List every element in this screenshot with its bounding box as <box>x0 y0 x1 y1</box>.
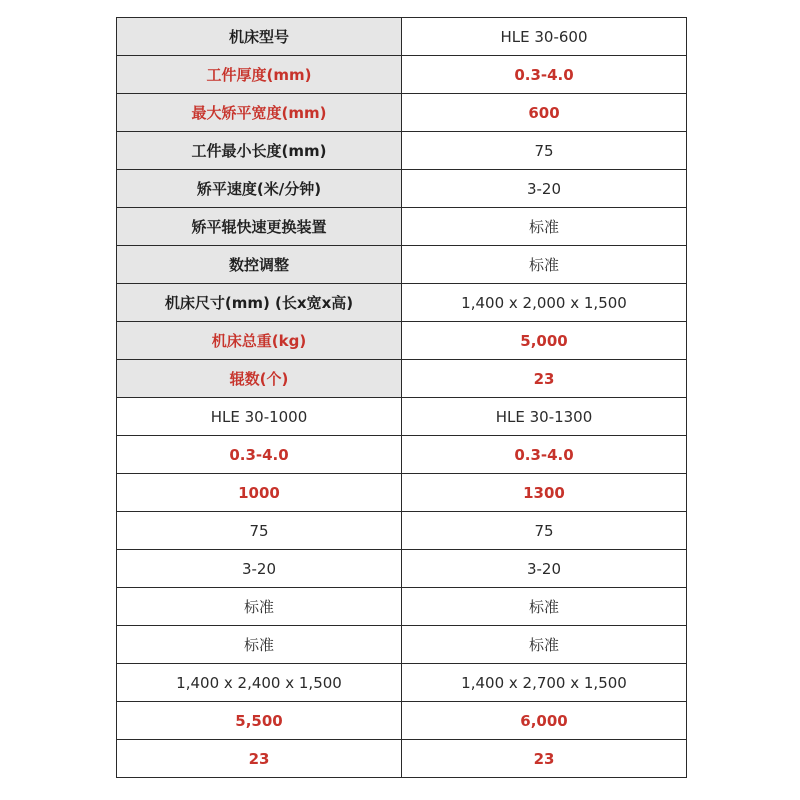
table-row <box>117 170 687 208</box>
spec-table <box>116 17 687 778</box>
spec-value: 标准 <box>402 626 687 664</box>
table-row <box>117 702 687 740</box>
table-row <box>117 360 687 398</box>
spec-value: HLE 30-1000 <box>117 398 402 436</box>
spec-label: 工件最小长度(mm) <box>117 132 402 170</box>
spec-value: 标准 <box>117 588 402 626</box>
table-row <box>117 94 687 132</box>
spec-label: 机床型号 <box>117 18 402 56</box>
table-row <box>117 474 687 512</box>
spec-label: 数控调整 <box>117 246 402 284</box>
spec-value: 23 <box>402 360 687 398</box>
spec-value: 75 <box>402 132 687 170</box>
table-row <box>117 588 687 626</box>
table-row <box>117 664 687 702</box>
table-row <box>117 398 687 436</box>
table-row <box>117 740 687 778</box>
spec-label: 机床总重(kg) <box>117 322 402 360</box>
spec-value: 5,000 <box>402 322 687 360</box>
spec-value: 标准 <box>402 246 687 284</box>
spec-value: 75 <box>402 512 687 550</box>
table-row <box>117 512 687 550</box>
spec-value: 标准 <box>402 208 687 246</box>
table-row <box>117 284 687 322</box>
spec-label: 辊数(个) <box>117 360 402 398</box>
spec-value: 1300 <box>402 474 687 512</box>
spec-value: 标准 <box>402 588 687 626</box>
table-row <box>117 246 687 284</box>
table-row <box>117 18 687 56</box>
spec-value: 标准 <box>117 626 402 664</box>
spec-label: 矫平辊快速更换装置 <box>117 208 402 246</box>
spec-value: 3-20 <box>117 550 402 588</box>
spec-value: 75 <box>117 512 402 550</box>
spec-value: 1000 <box>117 474 402 512</box>
spec-value: 1,400 x 2,700 x 1,500 <box>402 664 687 702</box>
spec-value: 1,400 x 2,000 x 1,500 <box>402 284 687 322</box>
spec-value: 0.3-4.0 <box>402 56 687 94</box>
spec-value: 600 <box>402 94 687 132</box>
spec-value: HLE 30-1300 <box>402 398 687 436</box>
spec-label: 矫平速度(米/分钟) <box>117 170 402 208</box>
table-row <box>117 550 687 588</box>
spec-value: 23 <box>117 740 402 778</box>
table-row <box>117 626 687 664</box>
table-row <box>117 132 687 170</box>
spec-value: 1,400 x 2,400 x 1,500 <box>117 664 402 702</box>
spec-value: 23 <box>402 740 687 778</box>
spec-label: 机床尺寸(mm) (长x宽x高) <box>117 284 402 322</box>
spec-value: HLE 30-600 <box>402 18 687 56</box>
spec-value: 3-20 <box>402 170 687 208</box>
spec-value: 3-20 <box>402 550 687 588</box>
table-row <box>117 208 687 246</box>
spec-value: 0.3-4.0 <box>402 436 687 474</box>
spec-value: 6,000 <box>402 702 687 740</box>
table-row <box>117 322 687 360</box>
spec-label: 工件厚度(mm) <box>117 56 402 94</box>
table-row <box>117 56 687 94</box>
table-row <box>117 436 687 474</box>
spec-label: 最大矫平宽度(mm) <box>117 94 402 132</box>
spec-value: 5,500 <box>117 702 402 740</box>
spec-value: 0.3-4.0 <box>117 436 402 474</box>
